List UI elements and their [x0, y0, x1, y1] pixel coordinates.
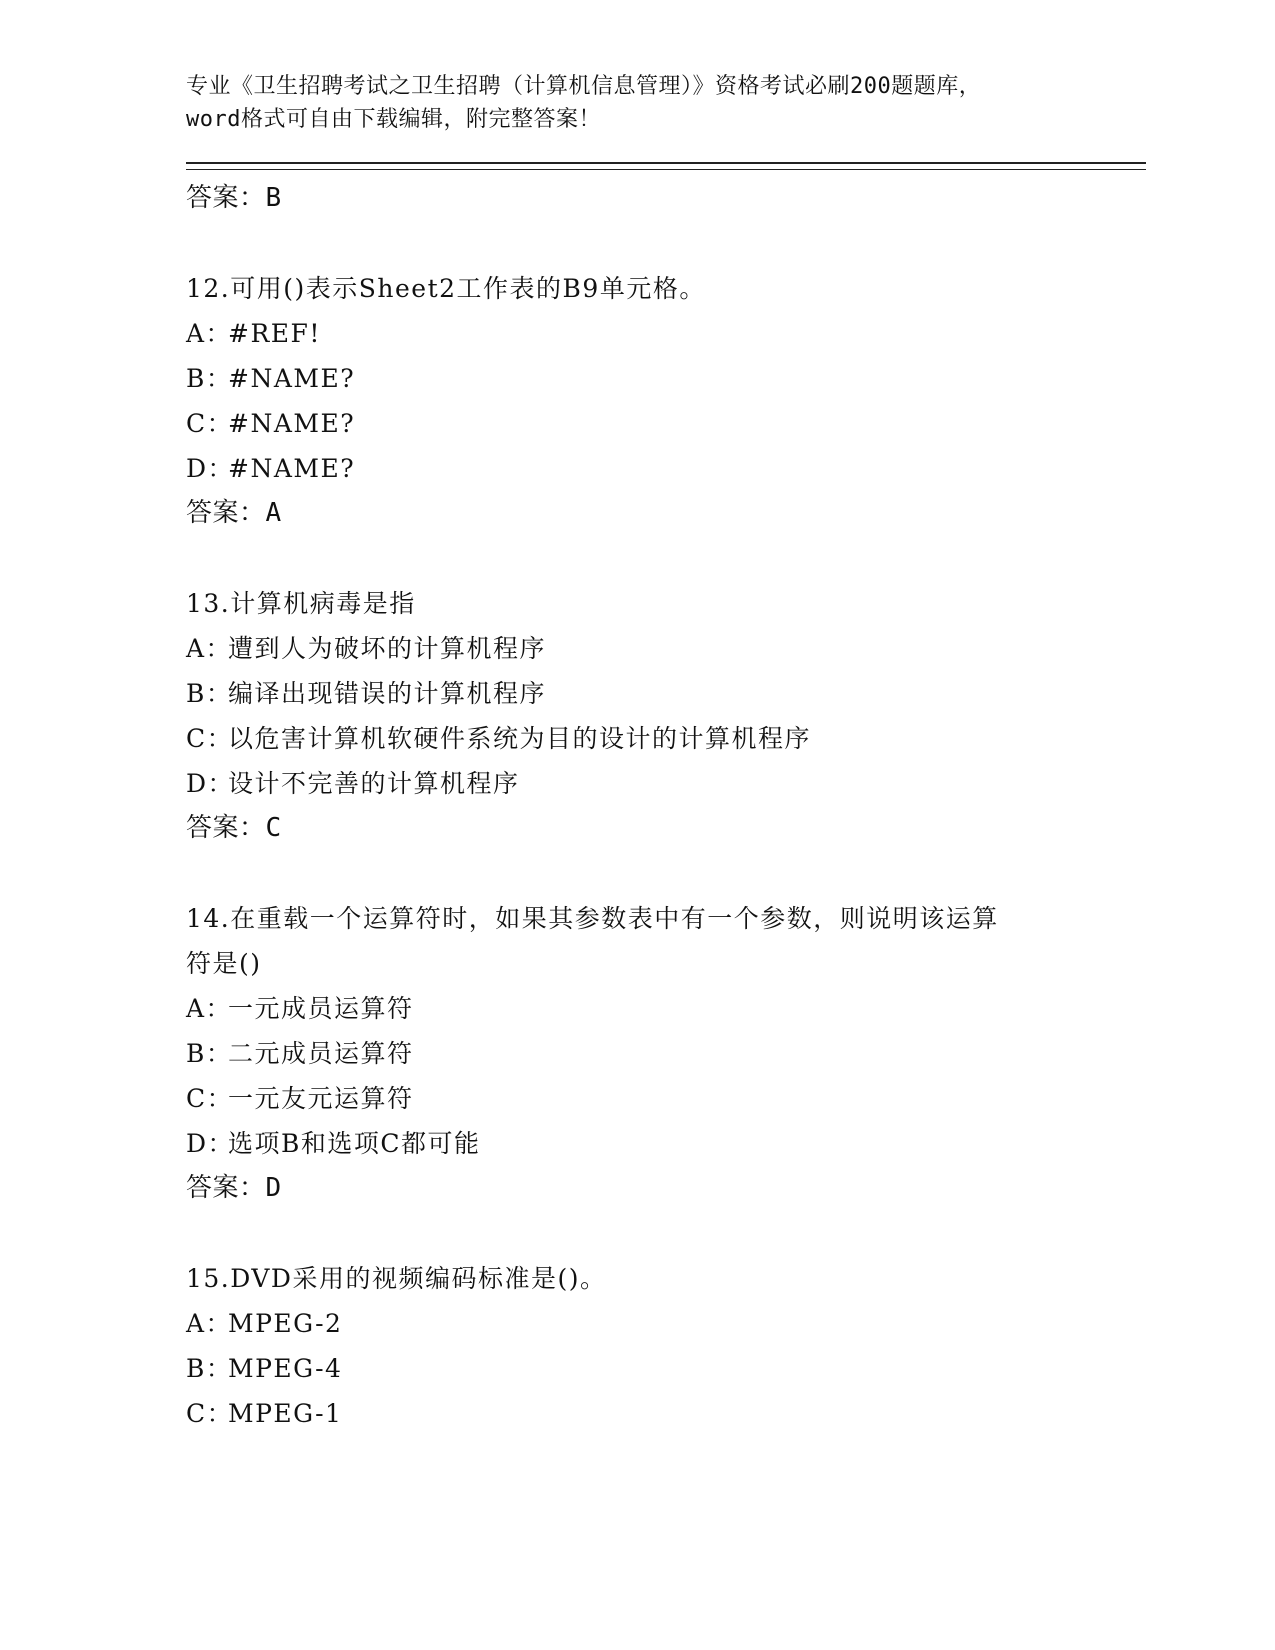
option-label: D： — [186, 1129, 235, 1158]
option-text: 设计不完善的计算机程序 — [228, 769, 520, 798]
option-a — [186, 626, 1146, 671]
option-label: C： — [186, 1084, 234, 1113]
option-a — [186, 311, 1146, 356]
option-label: D： — [186, 769, 235, 798]
option-d — [186, 761, 1146, 806]
option-b — [186, 1031, 1146, 1076]
option-label: D： — [186, 454, 235, 483]
answer: 答案：C — [186, 813, 282, 843]
option-label: C： — [186, 409, 234, 438]
question-15 — [186, 1256, 1146, 1436]
option-text: 遭到人为破坏的计算机程序 — [228, 634, 547, 663]
option-c — [186, 1076, 1146, 1121]
option-text: #NAME? — [228, 364, 356, 393]
option-a — [186, 986, 1146, 1031]
option-a — [186, 1301, 1146, 1346]
document-page — [186, 70, 1146, 1436]
option-label: A： — [186, 634, 233, 663]
question-13 — [186, 581, 1146, 851]
option-label: A： — [186, 994, 233, 1023]
option-label: A： — [186, 1309, 233, 1338]
option-b — [186, 1346, 1146, 1391]
option-c — [186, 401, 1146, 446]
option-label: B： — [186, 679, 233, 708]
option-b — [186, 671, 1146, 716]
option-label: B： — [186, 1354, 233, 1383]
question-14 — [186, 896, 1146, 1211]
question-text: 12.可用()表示Sheet2工作表的B9单元格。 — [186, 274, 706, 303]
option-label: C： — [186, 724, 234, 753]
question-text: 15.DVD采用的视频编码标准是()。 — [186, 1264, 607, 1293]
option-text: 一元友元运算符 — [228, 1084, 414, 1113]
question-text: 13.计算机病毒是指 — [186, 589, 416, 618]
option-text: 一元成员运算符 — [228, 994, 414, 1023]
option-text: MPEG-1 — [228, 1399, 343, 1428]
answer: 答案：D — [186, 1173, 282, 1203]
option-label: C： — [186, 1399, 234, 1428]
header-line-1: 专业《卫生招聘考试之卫生招聘（计算机信息管理）》资格考试必刷200题题库， — [186, 74, 982, 99]
question-text-line-2: 符是() — [186, 949, 262, 978]
option-text: 编译出现错误的计算机程序 — [228, 679, 547, 708]
option-label: B： — [186, 1039, 233, 1068]
option-text: 选项B和选项C都可能 — [228, 1129, 481, 1158]
option-label: A： — [186, 319, 233, 348]
document-header — [186, 70, 1146, 136]
option-text: #REF! — [228, 319, 321, 348]
option-d — [186, 446, 1146, 491]
option-text: MPEG-4 — [228, 1354, 343, 1383]
header-line-2: word格式可自由下载编辑，附完整答案！ — [186, 107, 601, 132]
previous-answer: 答案：B — [186, 183, 282, 213]
option-label: B： — [186, 364, 233, 393]
option-b — [186, 356, 1146, 401]
option-text: 以危害计算机软硬件系统为目的设计的计算机程序 — [228, 724, 812, 753]
option-text: 二元成员运算符 — [228, 1039, 414, 1068]
option-text: #NAME? — [228, 454, 356, 483]
option-c — [186, 1391, 1146, 1436]
header-divider — [186, 162, 1146, 170]
option-c — [186, 716, 1146, 761]
option-text: #NAME? — [228, 409, 356, 438]
question-text-line-1: 14.在重载一个运算符时，如果其参数表中有一个参数，则说明该运算 — [186, 904, 999, 933]
option-d — [186, 1121, 1146, 1166]
answer: 答案：A — [186, 498, 282, 528]
option-text: MPEG-2 — [228, 1309, 343, 1338]
question-12 — [186, 266, 1146, 536]
